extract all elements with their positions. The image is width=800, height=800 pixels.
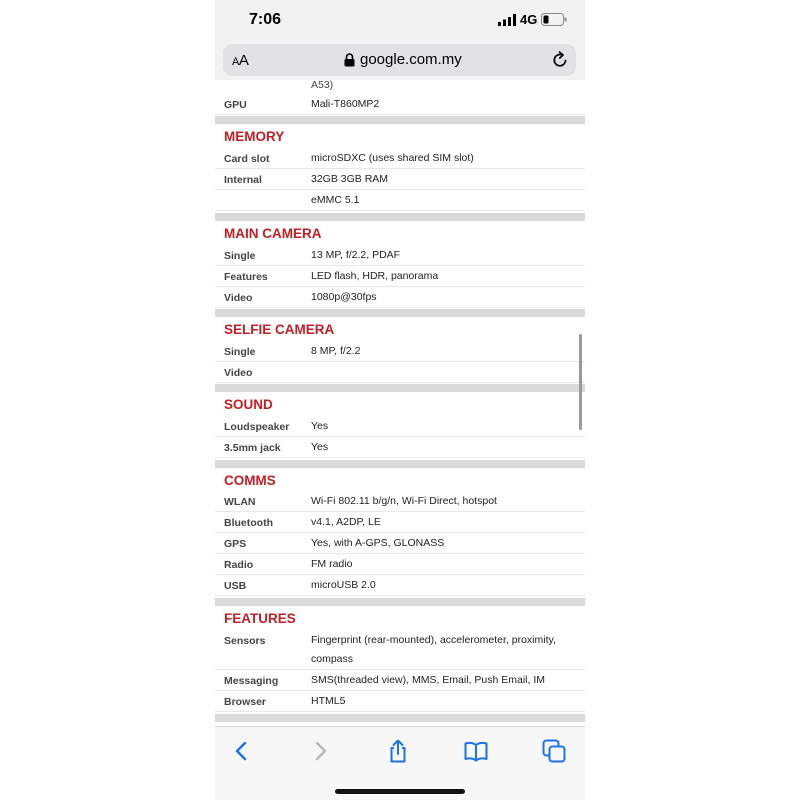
spec-label: Features: [224, 271, 268, 283]
spec-value: microSDXC (uses shared SIM slot): [311, 152, 474, 164]
spec-value: eMMC 5.1: [311, 194, 360, 206]
browser-toolbar: [215, 726, 585, 800]
text-size-small-label: A: [232, 56, 239, 68]
spec-value: HTML5: [311, 695, 346, 707]
spec-row-loudspeaker: [215, 416, 585, 437]
spec-value: Yes, with A-GPS, GLONASS: [311, 537, 445, 549]
spec-row-gpu: [215, 94, 585, 115]
spec-value: v4.1, A2DP, LE: [311, 516, 381, 528]
spec-label: Single: [224, 250, 256, 262]
spec-value: FM radio: [311, 558, 353, 570]
reload-icon[interactable]: [551, 51, 569, 69]
spec-row-features: [215, 266, 585, 287]
phone-screen: [215, 0, 585, 800]
spec-value: Mali-T860MP2: [311, 98, 380, 110]
spec-row-usb: [215, 575, 585, 596]
spec-row-single: [215, 341, 585, 362]
address-bar[interactable]: [223, 44, 576, 76]
spec-label: GPS: [224, 538, 247, 550]
home-indicator[interactable]: [335, 789, 465, 794]
text-size-large-label: A: [238, 52, 249, 69]
url-text[interactable]: google.com.my: [360, 51, 462, 68]
spec-row-internal: [215, 169, 585, 190]
spec-value: Yes: [311, 420, 329, 432]
text-size-button[interactable]: [232, 52, 248, 69]
spec-value: Yes: [311, 441, 329, 453]
spec-label: Sensors: [224, 635, 266, 647]
bookmarks-icon[interactable]: [463, 738, 489, 764]
section-divider: [215, 309, 585, 317]
spec-value: 1080p@30fps: [311, 291, 377, 303]
section-title-comms: COMMS: [224, 473, 276, 488]
section-title-features: FEATURES: [224, 611, 296, 626]
spec-row-radio: [215, 554, 585, 575]
spec-label: WLAN: [224, 496, 256, 508]
spec-row-sensors: [215, 630, 585, 670]
spec-label: USB: [224, 580, 247, 592]
spec-row-video: [215, 362, 585, 383]
spec-row-browser: [215, 691, 585, 712]
section-title-main-camera: MAIN CAMERA: [224, 226, 322, 241]
spec-value: Fingerprint (rear-mounted), accelerometer, proximity, compass: [311, 634, 556, 665]
network-type-label: 4G: [520, 12, 538, 27]
tabs-icon[interactable]: [541, 738, 567, 764]
spec-row-headphone-jack: [215, 437, 585, 458]
spec-row-wlan: [215, 491, 585, 512]
battery-icon: [541, 13, 567, 26]
spec-label: Messaging: [224, 675, 279, 687]
section-title-memory: MEMORY: [224, 129, 285, 144]
status-time: 7:06: [249, 11, 282, 28]
spec-label: Internal: [224, 174, 262, 186]
spec-value: Wi-Fi 802.11 b/g/n, Wi-Fi Direct, hotspot: [311, 495, 497, 507]
spec-row-internal-extra: [215, 190, 585, 211]
section-divider: [215, 460, 585, 468]
back-arrow-icon[interactable]: [229, 738, 255, 764]
spec-label: Video: [224, 292, 253, 304]
spec-label: Radio: [224, 559, 254, 571]
status-bar: [215, 0, 585, 40]
spec-label: Single: [224, 346, 256, 358]
section-divider: [215, 116, 585, 124]
cut-off-text: A53): [311, 80, 334, 91]
spec-sheet-content: [215, 80, 585, 725]
spec-row-messaging: [215, 670, 585, 691]
spec-value: 13 MP, f/2.2, PDAF: [311, 249, 401, 261]
scroll-indicator[interactable]: [579, 334, 582, 430]
spec-label: Bluetooth: [224, 517, 273, 529]
forward-arrow-icon[interactable]: [307, 738, 333, 764]
spec-label: Card slot: [224, 153, 270, 165]
spec-label: GPU: [224, 99, 247, 111]
spec-value: 8 MP, f/2.2: [311, 345, 361, 357]
spec-label: Loudspeaker: [224, 421, 290, 433]
section-divider: [215, 384, 585, 392]
spec-value: microUSB 2.0: [311, 579, 376, 591]
cellular-signal-icon: [498, 14, 516, 26]
section-title-sound: SOUND: [224, 397, 273, 412]
spec-value: SMS(threaded view), MMS, Email, Push Email, IM: [311, 674, 545, 686]
browser-address-area: [215, 40, 585, 80]
spec-row-bluetooth: [215, 512, 585, 533]
section-divider: [215, 213, 585, 221]
spec-label: Browser: [224, 696, 267, 708]
share-icon[interactable]: [385, 738, 411, 764]
spec-label: 3.5mm jack: [224, 442, 281, 454]
spec-value: 32GB 3GB RAM: [311, 173, 389, 185]
spec-value: LED flash, HDR, panorama: [311, 270, 439, 282]
section-divider: [215, 714, 585, 722]
spec-row-video: [215, 287, 585, 308]
spec-row-card-slot: [215, 148, 585, 169]
spec-row-gps: [215, 533, 585, 554]
section-divider: [215, 598, 585, 606]
section-title-selfie-camera: SELFIE CAMERA: [224, 322, 335, 337]
spec-label: Video: [224, 367, 253, 379]
spec-row-single: [215, 245, 585, 266]
lock-icon: [344, 53, 355, 67]
